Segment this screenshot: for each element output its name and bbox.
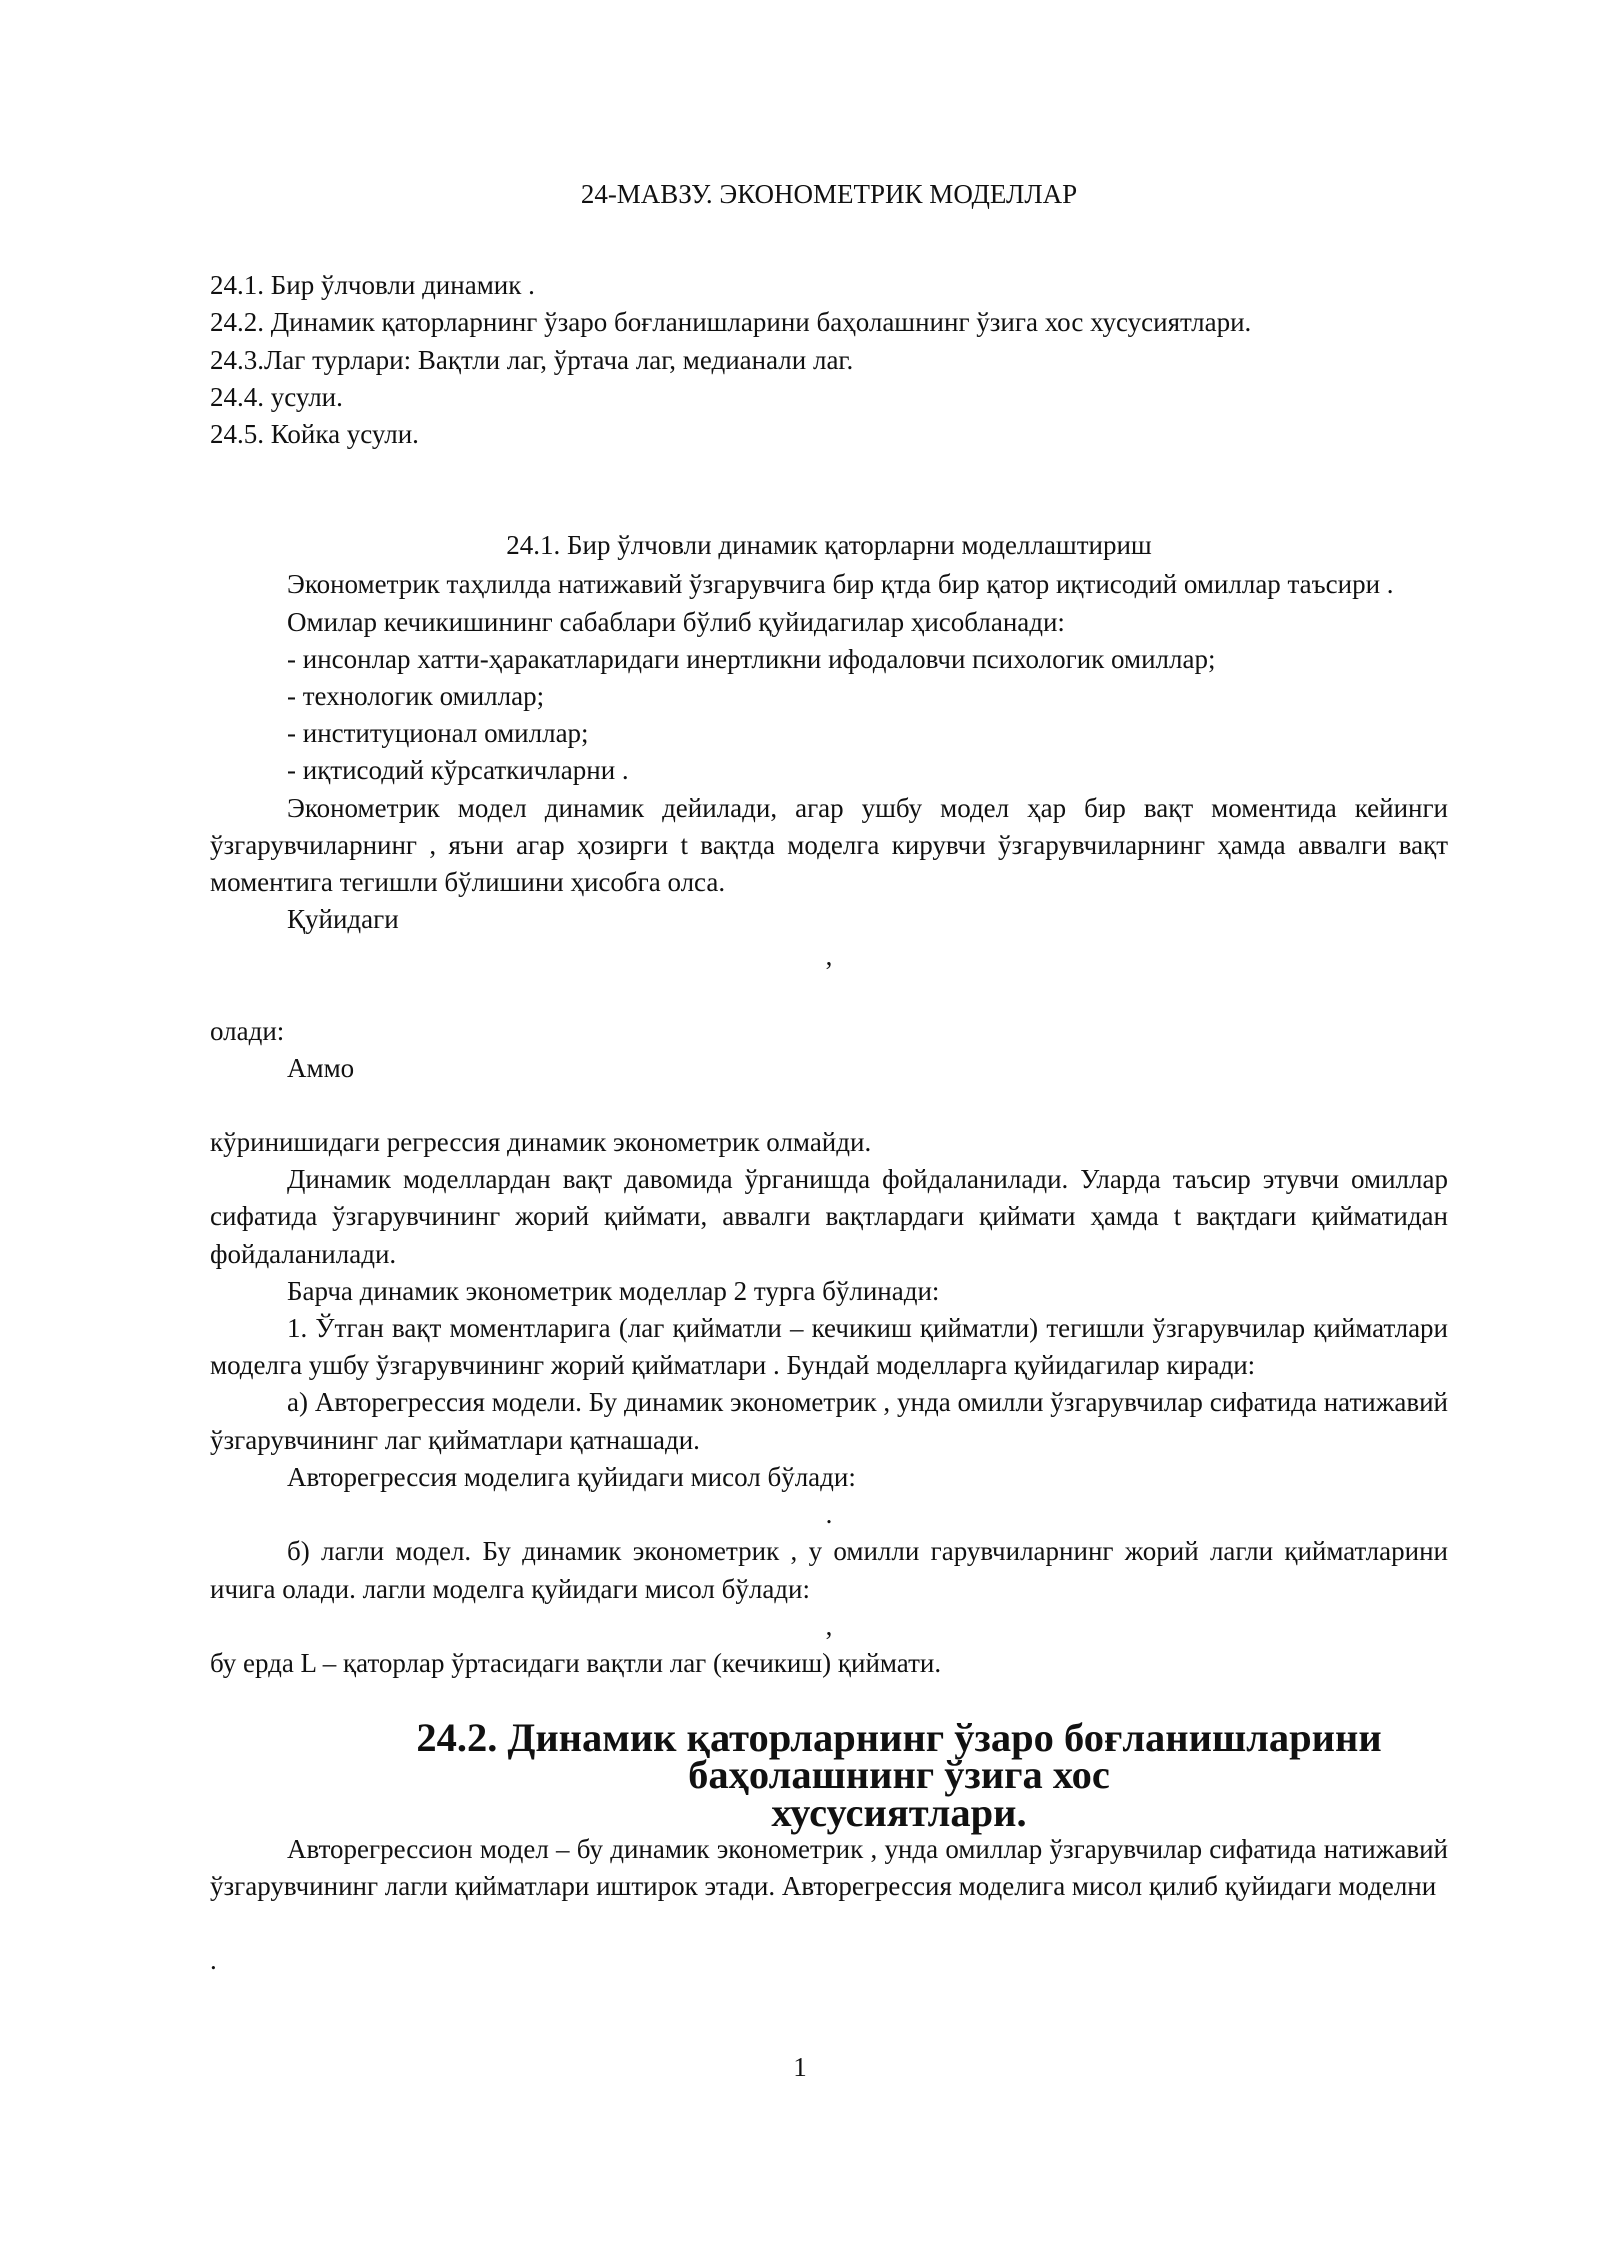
formula-placeholder: , (825, 941, 833, 972)
paragraph: Эконометрик таҳлилда натижавий ўзгарувчига бир қтда бир қатор иқтисодий омиллар таъсири . (287, 569, 1394, 600)
formula-placeholder: . (210, 1945, 217, 1976)
toc-item: 24.5. Койка усули. (210, 419, 419, 450)
toc-item: 24.1. Бир ўлчовли динамик . (210, 270, 535, 301)
toc-item: 24.2. Динамик қаторларнинг ўзаро боғланишларини баҳолашнинг ўзига хос хусусиятлари. (210, 307, 1252, 338)
paragraph: кўринишидаги регрессия динамик эконометрик олмайди. (210, 1127, 872, 1158)
toc-item: 24.4. усули. (210, 381, 343, 412)
list-item: - технологик омиллар; (287, 681, 545, 712)
paragraph: б) лагли модел. Бу динамик эконометрик , у омилли гарувчиларнинг жорий лагли қийматларини ичига олади. лагли моделга қуйидаги мисол бўлади: (210, 1536, 1448, 1604)
table-of-contents (210, 267, 1448, 453)
section-heading-2-line1: 24.2. Динамик қаторларнинг ўзаро боғланишларини баҳолашнинг ўзига хос (416, 1715, 1382, 1798)
document-body (210, 176, 1448, 1979)
section-heading-2 (210, 1715, 1448, 1835)
paragraph: Аммо (287, 1052, 355, 1083)
paragraph: Омилар кечикишининг сабаблари бўлиб қуйидагилар ҳисобланади: (287, 606, 1065, 637)
paragraph: Қуйидаги (287, 904, 399, 935)
paragraph: 1. Ўтган вақт моментларига (лаг қийматли – кечикиш қийматли) тегишли ўзгарувчилар қийматлари моделга ушбу ўзгарувчининг жорий қийматлари . Бундай моделларга қуйидагилар киради: (210, 1313, 1448, 1381)
paragraph: Авторегрессия моделига қуйидаги мисол бўлади: (287, 1461, 856, 1492)
list-item: - институционал омиллар; (287, 718, 589, 749)
page-title: 24-МАВЗУ. ЭКОНОМЕТРИК МОДЕЛЛАР (580, 179, 1078, 209)
toc-item: 24.3.Лаг турлари: Вақтли лаг, ўртача лаг, медианали лаг. (210, 344, 854, 375)
paragraph: олади: (210, 1015, 285, 1046)
page-number: 1 (793, 2052, 807, 2082)
paragraph: Динамик моделлардан вақт давомида ўрганишда фойдаланилади. Уларда таъсир этувчи омиллар сифатида ўзгарувчининг жорий қиймати, аввалги вақтлардаги қиймати ҳамда t вақтдаги қийматидан фойдаланилади. (210, 1164, 1448, 1269)
paragraph: бу ерда L – қаторлар ўртасидаги вақтли лаг (кечикиш) қиймати. (210, 1647, 942, 1678)
formula-placeholder: , (825, 1610, 833, 1641)
list-item: - иқтисодий кўрсаткичларни . (287, 755, 629, 786)
paragraph: Авторегрессион модел – бу динамик эконометрик , унда омиллар ўзгарувчилар сифатида натижавий ўзгарувчининг лагли қийматлари иштирок этади. Авторегрессия моделига мисол қилиб қуйидаги моделни (210, 1833, 1448, 1901)
list-item: - инсонлар хатти-ҳаракатларидаги инертликни ифодаловчи психологик омиллар; (287, 643, 1216, 674)
section-heading-2-line2: хусусиятлари. (771, 1789, 1027, 1835)
paragraph: Барча динамик эконометрик моделлар 2 турга бўлинади: (287, 1275, 940, 1306)
formula-placeholder: . (825, 1499, 833, 1530)
section-heading-1: 24.1. Бир ўлчовли динамик қаторларни моделлаштириш (506, 530, 1152, 561)
paragraph: Эконометрик модел динамик дейилади, агар ушбу модел ҳар бир вақт моментида кейинги ўзгарувчиларнинг , яъни агар ҳозирги t вақтда моделга кирувчи ўзгарувчиларнинг ҳамда аввалги вақт моментига тегишли бўлишини ҳисобга олса. (210, 792, 1448, 898)
paragraph: а) Авторегрессия модели. Бу динамик эконометрик , унда омилли ўзгарувчилар сифатида натижавий ўзгарувчининг лаг қийматлари қатнашади. (210, 1387, 1448, 1455)
